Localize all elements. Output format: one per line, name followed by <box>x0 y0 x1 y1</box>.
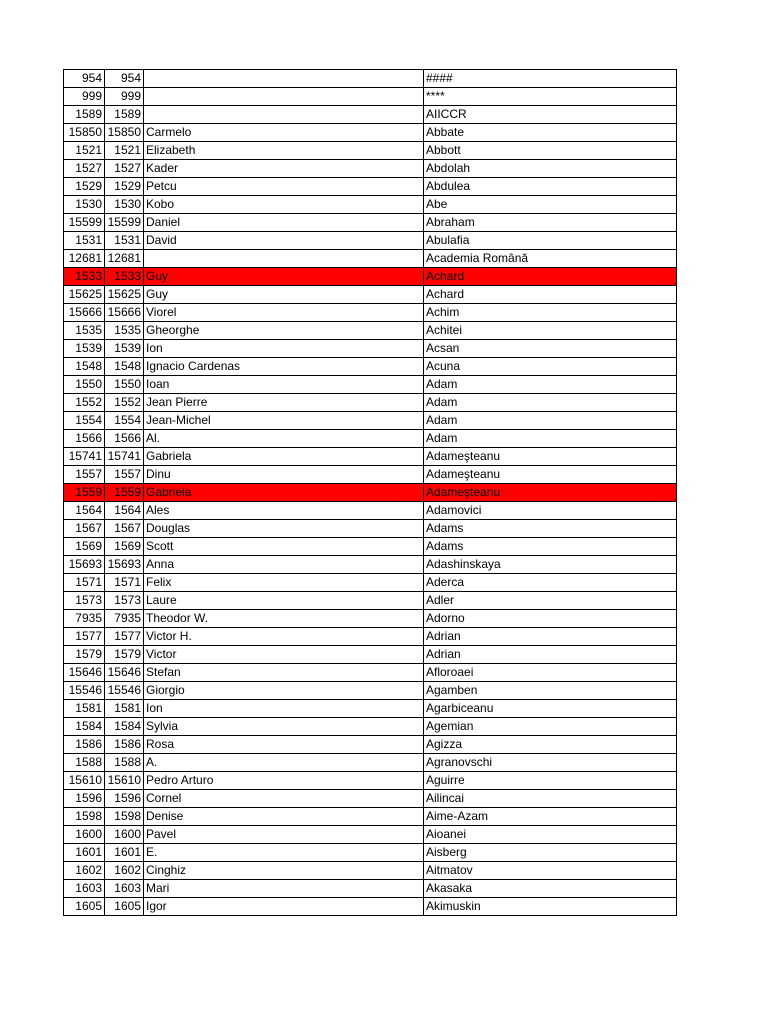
id-copy-cell: 1571 <box>105 574 144 592</box>
table-row <box>64 772 677 790</box>
id-cell: 1586 <box>64 736 105 754</box>
table-row <box>64 88 677 106</box>
last-name-cell: Agizza <box>424 736 677 754</box>
first-name-cell: Ion <box>144 700 424 718</box>
first-name-cell: Giorgio <box>144 682 424 700</box>
id-copy-cell: 1554 <box>105 412 144 430</box>
table-row <box>64 610 677 628</box>
id-cell: 1527 <box>64 160 105 178</box>
id-cell: 1596 <box>64 790 105 808</box>
table-row <box>64 376 677 394</box>
id-cell: 1601 <box>64 844 105 862</box>
first-name-cell: Carmelo <box>144 124 424 142</box>
author-table <box>63 69 677 916</box>
first-name-cell: Sylvia <box>144 718 424 736</box>
id-copy-cell: 1569 <box>105 538 144 556</box>
table-row <box>64 880 677 898</box>
id-cell: 1559 <box>64 484 105 502</box>
id-copy-cell: 1605 <box>105 898 144 916</box>
id-copy-cell: 15646 <box>105 664 144 682</box>
first-name-cell: Kader <box>144 160 424 178</box>
first-name-cell: Stefan <box>144 664 424 682</box>
table-row <box>64 160 677 178</box>
table-row <box>64 214 677 232</box>
first-name-cell: Douglas <box>144 520 424 538</box>
id-cell: 1552 <box>64 394 105 412</box>
table-row <box>64 178 677 196</box>
id-cell: 1567 <box>64 520 105 538</box>
id-copy-cell: 1535 <box>105 322 144 340</box>
id-cell: 1579 <box>64 646 105 664</box>
id-copy-cell: 1559 <box>105 484 144 502</box>
id-copy-cell: 1603 <box>105 880 144 898</box>
id-copy-cell: 7935 <box>105 610 144 628</box>
id-cell: 15693 <box>64 556 105 574</box>
table-row <box>64 448 677 466</box>
id-cell: 999 <box>64 88 105 106</box>
first-name-cell: Gheorghe <box>144 322 424 340</box>
last-name-cell: Achitei <box>424 322 677 340</box>
first-name-cell <box>144 70 424 88</box>
first-name-cell: Ignacio Cardenas <box>144 358 424 376</box>
id-cell: 1603 <box>64 880 105 898</box>
id-copy-cell: 1529 <box>105 178 144 196</box>
first-name-cell: Petcu <box>144 178 424 196</box>
first-name-cell: Pavel <box>144 826 424 844</box>
table-row <box>64 124 677 142</box>
last-name-cell: Aderca <box>424 574 677 592</box>
table-row <box>64 898 677 916</box>
id-copy-cell: 1564 <box>105 502 144 520</box>
id-copy-cell: 15850 <box>105 124 144 142</box>
first-name-cell: Kobo <box>144 196 424 214</box>
id-copy-cell: 1581 <box>105 700 144 718</box>
table-row <box>64 592 677 610</box>
author-table-body <box>64 70 677 916</box>
last-name-cell: Agamben <box>424 682 677 700</box>
table-row-highlighted <box>64 484 677 502</box>
last-name-cell: Acsan <box>424 340 677 358</box>
table-row <box>64 664 677 682</box>
table-row <box>64 808 677 826</box>
id-cell: 1529 <box>64 178 105 196</box>
last-name-cell: Achard <box>424 286 677 304</box>
last-name-cell: AIICCR <box>424 106 677 124</box>
last-name-cell: Abbott <box>424 142 677 160</box>
table-row <box>64 718 677 736</box>
id-copy-cell: 15546 <box>105 682 144 700</box>
table-row <box>64 358 677 376</box>
last-name-cell: Abdolah <box>424 160 677 178</box>
table-row <box>64 106 677 124</box>
table-row <box>64 196 677 214</box>
id-copy-cell: 15610 <box>105 772 144 790</box>
last-name-cell: Academia Română <box>424 250 677 268</box>
id-cell: 1533 <box>64 268 105 286</box>
last-name-cell: Achard <box>424 268 677 286</box>
id-copy-cell: 1584 <box>105 718 144 736</box>
id-cell: 1554 <box>64 412 105 430</box>
id-copy-cell: 15666 <box>105 304 144 322</box>
id-copy-cell: 1598 <box>105 808 144 826</box>
first-name-cell: Felix <box>144 574 424 592</box>
id-copy-cell: 1527 <box>105 160 144 178</box>
first-name-cell: Gabriela <box>144 484 424 502</box>
last-name-cell: Adam <box>424 394 677 412</box>
last-name-cell: Afloroaei <box>424 664 677 682</box>
table-row <box>64 700 677 718</box>
last-name-cell: Achim <box>424 304 677 322</box>
first-name-cell: Cornel <box>144 790 424 808</box>
id-cell: 1550 <box>64 376 105 394</box>
table-row <box>64 466 677 484</box>
last-name-cell: Agemian <box>424 718 677 736</box>
id-copy-cell: 15741 <box>105 448 144 466</box>
id-copy-cell: 1602 <box>105 862 144 880</box>
first-name-cell: Ales <box>144 502 424 520</box>
id-cell: 1521 <box>64 142 105 160</box>
table-row <box>64 250 677 268</box>
last-name-cell: Adam <box>424 412 677 430</box>
last-name-cell: Akasaka <box>424 880 677 898</box>
first-name-cell: Jean Pierre <box>144 394 424 412</box>
first-name-cell: Scott <box>144 538 424 556</box>
table-row <box>64 754 677 772</box>
id-cell: 15646 <box>64 664 105 682</box>
table-row <box>64 556 677 574</box>
id-copy-cell: 1567 <box>105 520 144 538</box>
table-row <box>64 646 677 664</box>
table-row <box>64 520 677 538</box>
id-copy-cell: 1521 <box>105 142 144 160</box>
last-name-cell: Adameşteanu <box>424 484 677 502</box>
id-copy-cell: 15599 <box>105 214 144 232</box>
id-cell: 1539 <box>64 340 105 358</box>
table-row <box>64 682 677 700</box>
id-copy-cell: 1573 <box>105 592 144 610</box>
table-row <box>64 790 677 808</box>
first-name-cell: Gabriela <box>144 448 424 466</box>
id-cell: 1569 <box>64 538 105 556</box>
last-name-cell: Aioanei <box>424 826 677 844</box>
id-copy-cell: 1566 <box>105 430 144 448</box>
table-row <box>64 340 677 358</box>
first-name-cell <box>144 88 424 106</box>
first-name-cell: Victor <box>144 646 424 664</box>
last-name-cell: Adam <box>424 430 677 448</box>
id-cell: 15610 <box>64 772 105 790</box>
id-cell: 1600 <box>64 826 105 844</box>
id-cell: 1577 <box>64 628 105 646</box>
table-row-highlighted <box>64 268 677 286</box>
id-cell: 1530 <box>64 196 105 214</box>
last-name-cell: Abraham <box>424 214 677 232</box>
id-cell: 12681 <box>64 250 105 268</box>
id-cell: 15850 <box>64 124 105 142</box>
last-name-cell: Adams <box>424 520 677 538</box>
last-name-cell: Adameşteanu <box>424 466 677 484</box>
last-name-cell: **** <box>424 88 677 106</box>
id-cell: 1602 <box>64 862 105 880</box>
last-name-cell: Acuna <box>424 358 677 376</box>
id-copy-cell: 1552 <box>105 394 144 412</box>
id-cell: 15666 <box>64 304 105 322</box>
last-name-cell: Aitmatov <box>424 862 677 880</box>
id-cell: 15625 <box>64 286 105 304</box>
id-copy-cell: 12681 <box>105 250 144 268</box>
id-copy-cell: 1548 <box>105 358 144 376</box>
first-name-cell: Pedro Arturo <box>144 772 424 790</box>
id-cell: 15546 <box>64 682 105 700</box>
last-name-cell: Ailincai <box>424 790 677 808</box>
table-row <box>64 322 677 340</box>
id-cell: 1564 <box>64 502 105 520</box>
first-name-cell <box>144 106 424 124</box>
first-name-cell: David <box>144 232 424 250</box>
last-name-cell: Abbate <box>424 124 677 142</box>
last-name-cell: Adrian <box>424 628 677 646</box>
id-copy-cell: 1601 <box>105 844 144 862</box>
first-name-cell: Guy <box>144 286 424 304</box>
first-name-cell: Daniel <box>144 214 424 232</box>
id-copy-cell: 1579 <box>105 646 144 664</box>
first-name-cell: Al. <box>144 430 424 448</box>
last-name-cell: Aisberg <box>424 844 677 862</box>
first-name-cell: Guy <box>144 268 424 286</box>
id-cell: 954 <box>64 70 105 88</box>
first-name-cell: Elizabeth <box>144 142 424 160</box>
id-cell: 1581 <box>64 700 105 718</box>
id-copy-cell: 1586 <box>105 736 144 754</box>
last-name-cell: Adashinskaya <box>424 556 677 574</box>
table-row <box>64 232 677 250</box>
id-copy-cell: 1557 <box>105 466 144 484</box>
id-cell: 15599 <box>64 214 105 232</box>
id-copy-cell: 1533 <box>105 268 144 286</box>
table-row <box>64 862 677 880</box>
id-copy-cell: 999 <box>105 88 144 106</box>
id-copy-cell: 1539 <box>105 340 144 358</box>
id-cell: 15741 <box>64 448 105 466</box>
last-name-cell: Aguirre <box>424 772 677 790</box>
id-cell: 1605 <box>64 898 105 916</box>
first-name-cell: Cinghiz <box>144 862 424 880</box>
id-copy-cell: 15625 <box>105 286 144 304</box>
last-name-cell: Agranovschi <box>424 754 677 772</box>
last-name-cell: Aime-Azam <box>424 808 677 826</box>
last-name-cell: Adam <box>424 376 677 394</box>
table-row <box>64 844 677 862</box>
last-name-cell: Adorno <box>424 610 677 628</box>
last-name-cell: Agarbiceanu <box>424 700 677 718</box>
last-name-cell: Adrian <box>424 646 677 664</box>
first-name-cell: Laure <box>144 592 424 610</box>
table-row <box>64 412 677 430</box>
id-copy-cell: 1531 <box>105 232 144 250</box>
id-cell: 1573 <box>64 592 105 610</box>
first-name-cell: A. <box>144 754 424 772</box>
id-copy-cell: 1589 <box>105 106 144 124</box>
id-cell: 1598 <box>64 808 105 826</box>
first-name-cell: Dinu <box>144 466 424 484</box>
first-name-cell: Rosa <box>144 736 424 754</box>
first-name-cell: Theodor W. <box>144 610 424 628</box>
first-name-cell: Ioan <box>144 376 424 394</box>
last-name-cell: #### <box>424 70 677 88</box>
id-cell: 1557 <box>64 466 105 484</box>
first-name-cell: Jean-Michel <box>144 412 424 430</box>
first-name-cell: Anna <box>144 556 424 574</box>
id-cell: 1584 <box>64 718 105 736</box>
last-name-cell: Akimuskin <box>424 898 677 916</box>
table-row <box>64 394 677 412</box>
table-row <box>64 826 677 844</box>
table-row <box>64 430 677 448</box>
last-name-cell: Adams <box>424 538 677 556</box>
id-copy-cell: 954 <box>105 70 144 88</box>
first-name-cell: Igor <box>144 898 424 916</box>
first-name-cell: Mari <box>144 880 424 898</box>
last-name-cell: Abe <box>424 196 677 214</box>
id-cell: 1588 <box>64 754 105 772</box>
id-copy-cell: 1596 <box>105 790 144 808</box>
table-row <box>64 142 677 160</box>
table-row <box>64 502 677 520</box>
id-cell: 1548 <box>64 358 105 376</box>
id-cell: 7935 <box>64 610 105 628</box>
table-row <box>64 70 677 88</box>
table-row <box>64 286 677 304</box>
id-cell: 1566 <box>64 430 105 448</box>
last-name-cell: Adamovici <box>424 502 677 520</box>
table-row <box>64 538 677 556</box>
table-row <box>64 304 677 322</box>
id-cell: 1535 <box>64 322 105 340</box>
table-row <box>64 736 677 754</box>
first-name-cell: Victor H. <box>144 628 424 646</box>
id-cell: 1589 <box>64 106 105 124</box>
first-name-cell: Ion <box>144 340 424 358</box>
id-copy-cell: 1577 <box>105 628 144 646</box>
first-name-cell <box>144 250 424 268</box>
last-name-cell: Abulafia <box>424 232 677 250</box>
first-name-cell: Viorel <box>144 304 424 322</box>
table-row <box>64 628 677 646</box>
first-name-cell: Denise <box>144 808 424 826</box>
last-name-cell: Abdulea <box>424 178 677 196</box>
first-name-cell: E. <box>144 844 424 862</box>
id-cell: 1531 <box>64 232 105 250</box>
id-copy-cell: 1588 <box>105 754 144 772</box>
id-copy-cell: 15693 <box>105 556 144 574</box>
last-name-cell: Adameşteanu <box>424 448 677 466</box>
table-row <box>64 574 677 592</box>
last-name-cell: Adler <box>424 592 677 610</box>
id-copy-cell: 1530 <box>105 196 144 214</box>
id-copy-cell: 1550 <box>105 376 144 394</box>
id-cell: 1571 <box>64 574 105 592</box>
id-copy-cell: 1600 <box>105 826 144 844</box>
